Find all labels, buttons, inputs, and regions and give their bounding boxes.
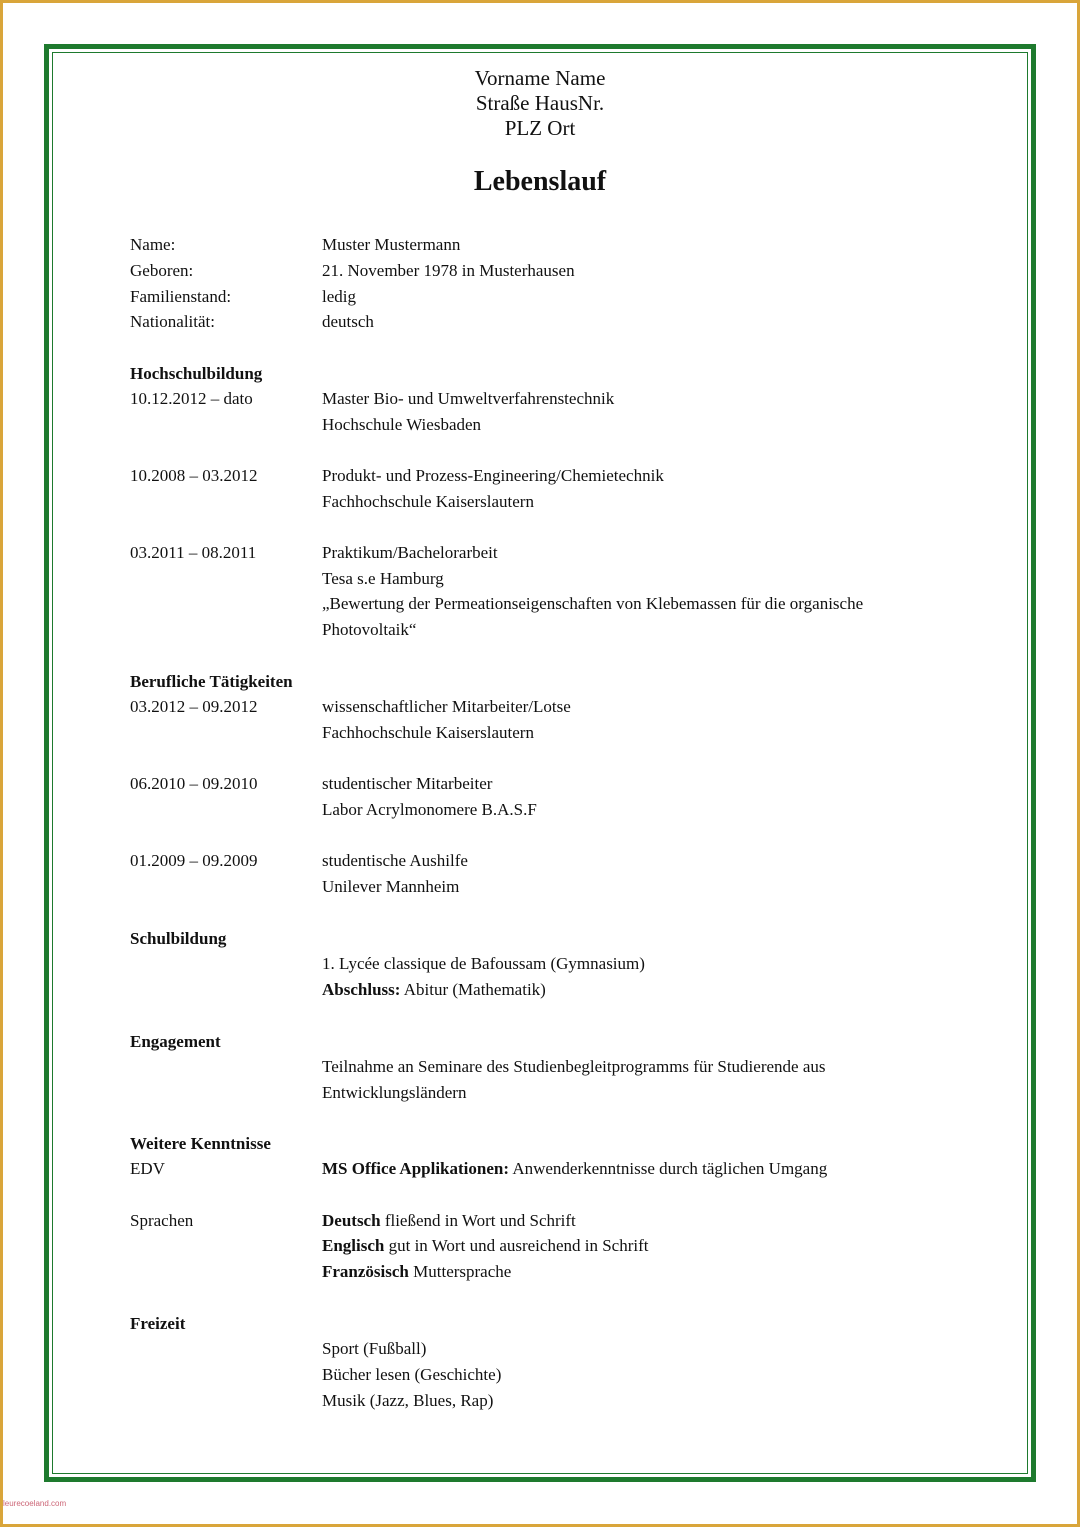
section-heading-skills: Weitere Kenntnisse	[130, 1134, 271, 1153]
skill-label-languages: Sprachen	[130, 1211, 194, 1230]
skill-edv-text: Anwenderkenntnisse durch täglichen Umgang	[509, 1159, 828, 1178]
language-level: Muttersprache	[408, 1262, 512, 1281]
section-heading-university: Hochschulbildung	[130, 364, 263, 383]
skill-label-edv: EDV	[130, 1159, 165, 1178]
entry-line: studentische Aushilfe	[322, 851, 468, 870]
language-name: Französisch	[322, 1262, 409, 1281]
personal-label-born: Geboren:	[130, 261, 194, 280]
entry-line: „Bewertung der Permeationseigenschaften von Klebemassen für die organische	[322, 594, 864, 613]
language-name: Englisch	[322, 1236, 385, 1255]
document-title: Lebenslauf	[473, 166, 607, 197]
personal-value-born: 21. November 1978 in Musterhausen	[322, 261, 575, 280]
skill-edv	[322, 1156, 827, 1182]
language-item	[322, 1259, 511, 1285]
entry-date: 03.2012 – 09.2012	[130, 697, 258, 716]
entry-date: 01.2009 – 09.2009	[130, 851, 258, 870]
entry-line: wissenschaftlicher Mitarbeiter/Lotse	[322, 697, 571, 716]
entry-line: Produkt- und Prozess-Engineering/Chemietechnik	[322, 466, 664, 485]
language-item	[322, 1208, 576, 1234]
entry-date: 10.2008 – 03.2012	[130, 466, 258, 485]
language-item	[322, 1233, 649, 1259]
graduation-label: Abschluss:	[322, 980, 401, 999]
engagement-line: Entwicklungsländern	[322, 1083, 467, 1102]
entry-line: Fachhochschule Kaiserslautern	[322, 492, 534, 511]
section-heading-work: Berufliche Tätigkeiten	[130, 672, 293, 691]
entry-line: Fachhochschule Kaiserslautern	[322, 723, 534, 742]
school-graduation	[322, 977, 546, 1003]
personal-label-status: Familienstand:	[130, 287, 232, 306]
postal-city: PLZ Ort	[504, 116, 576, 140]
engagement-line: Teilnahme an Seminare des Studienbegleitprogramms für Studierende aus	[322, 1057, 826, 1076]
language-level: gut in Wort und ausreichend in Schrift	[384, 1236, 649, 1255]
section-heading-school: Schulbildung	[130, 929, 227, 948]
personal-label-nationality: Nationalität:	[130, 312, 215, 331]
entry-date: 10.12.2012 – dato	[130, 389, 253, 408]
hobby-item: Sport (Fußball)	[322, 1339, 427, 1358]
entry-line: Hochschule Wiesbaden	[322, 415, 482, 434]
school-line: 1. Lycée classique de Bafoussam (Gymnasium)	[322, 954, 645, 973]
entry-line: Praktikum/Bachelorarbeit	[322, 543, 498, 562]
hobby-item: Musik (Jazz, Blues, Rap)	[322, 1391, 494, 1410]
entry-line: Photovoltaik“	[322, 620, 417, 639]
applicant-name: Vorname Name	[474, 66, 606, 90]
skill-edv-title: MS Office Applikationen:	[322, 1159, 510, 1178]
section-heading-engagement: Engagement	[130, 1032, 221, 1051]
language-level: fließend in Wort und Schrift	[380, 1211, 576, 1230]
entry-line: Unilever Mannheim	[322, 877, 460, 896]
address-block	[0, 66, 1080, 141]
entry-date: 03.2011 – 08.2011	[130, 543, 257, 562]
section-heading-hobbies: Freizeit	[130, 1314, 186, 1333]
entry-line: Tesa s.e Hamburg	[322, 569, 444, 588]
personal-value-name: Muster Mustermann	[322, 235, 461, 254]
personal-value-nationality: deutsch	[322, 312, 374, 331]
street-address: Straße HausNr.	[475, 91, 605, 115]
entry-line: Labor Acrylmonomere B.A.S.F	[322, 800, 537, 819]
graduation-value: Abitur (Mathematik)	[400, 980, 546, 999]
personal-value-status: ledig	[322, 287, 356, 306]
entry-line: studentischer Mitarbeiter	[322, 774, 493, 793]
hobby-item: Bücher lesen (Geschichte)	[322, 1365, 502, 1384]
entry-date: 06.2010 – 09.2010	[130, 774, 258, 793]
watermark-text: leurecoeland.com	[3, 1499, 67, 1508]
personal-label-name: Name:	[130, 235, 176, 254]
language-name: Deutsch	[322, 1211, 381, 1230]
entry-line: Master Bio- und Umweltverfahrenstechnik	[322, 389, 615, 408]
